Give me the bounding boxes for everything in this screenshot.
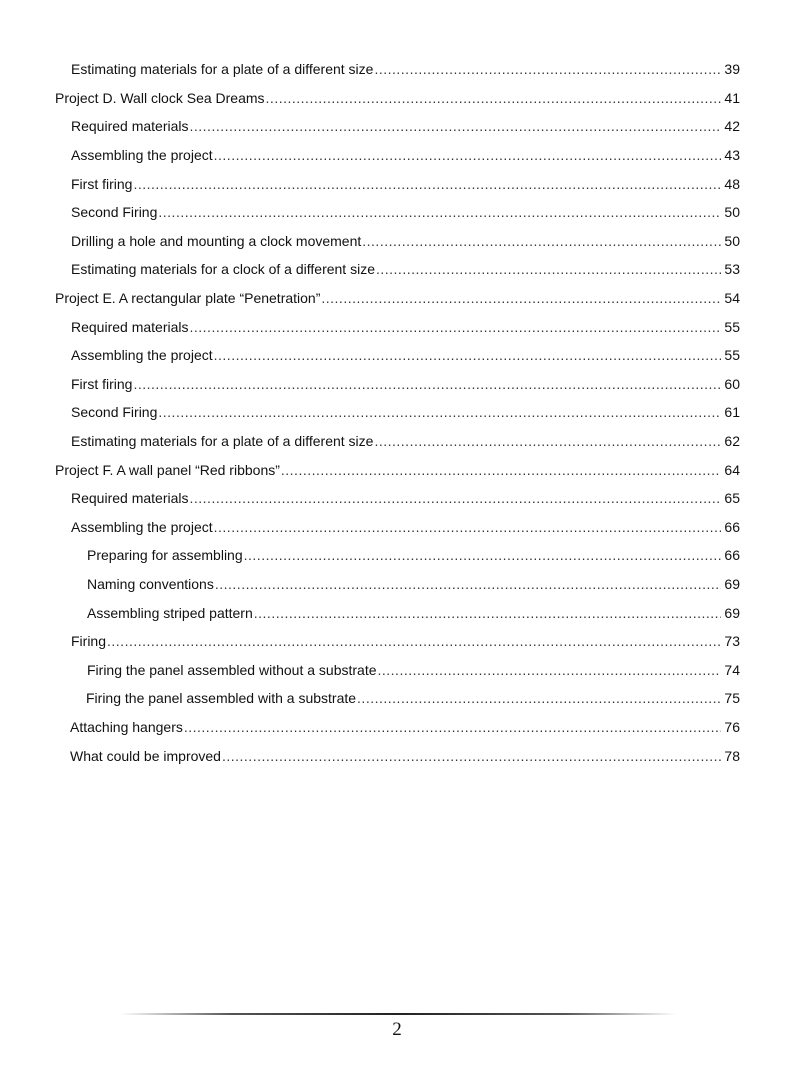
table-of-contents [0,55,794,770]
toc-entry-page: 61 [724,404,740,421]
toc-entry[interactable] [0,684,794,713]
toc-entry-title: Estimating materials for a clock of a different size [71,261,375,278]
toc-dot-leader [376,260,721,278]
toc-entry-title: Firing the panel assembled with a substrate [86,690,357,707]
toc-entry-title: Firing [71,633,107,650]
toc-entry[interactable] [0,284,794,313]
toc-entry-page: 64 [724,461,740,478]
toc-entry-title: Required materials [71,318,189,335]
toc-entry-page: 78 [724,747,740,764]
toc-entry-page: 66 [724,518,740,535]
toc-entry-title: Assembling the project [71,518,213,535]
toc-entry-page: 39 [724,61,740,78]
toc-dot-leader [378,661,722,679]
toc-entry[interactable] [0,398,794,427]
toc-entry-title: Estimating materials for a plate of a different size [71,61,374,78]
toc-entry[interactable] [0,598,794,627]
toc-entry-title: Assembling striped pattern [87,604,253,621]
toc-entry-title: Required materials [71,118,189,135]
toc-entry-page: 41 [724,89,740,106]
toc-dot-leader [281,461,721,479]
toc-entry-title: Attaching hangers [70,718,183,735]
toc-entry-page: 76 [724,718,740,735]
toc-entry-page: 75 [724,690,740,707]
toc-entry[interactable] [0,312,794,341]
toc-entry[interactable] [0,341,794,370]
toc-entry-title: Project E. A rectangular plate “Penetration” [55,290,321,307]
toc-entry-page: 48 [724,175,740,192]
toc-entry[interactable] [0,455,794,484]
toc-dot-leader [133,375,721,393]
toc-entry[interactable] [0,112,794,141]
toc-dot-leader [266,89,721,107]
toc-dot-leader [158,403,721,421]
toc-entry[interactable] [0,741,794,770]
toc-dot-leader [244,546,721,564]
toc-entry-title: What could be improved [70,747,221,764]
toc-entry-title: Project D. Wall clock Sea Dreams [55,89,265,106]
toc-entry[interactable] [0,84,794,113]
toc-entry[interactable] [0,255,794,284]
toc-entry-page: 43 [724,147,740,164]
toc-entry[interactable] [0,370,794,399]
toc-entry-page: 60 [724,375,740,392]
toc-dot-leader [362,232,721,250]
toc-entry-page: 55 [724,318,740,335]
toc-dot-leader [214,146,721,164]
toc-dot-leader [374,60,721,78]
toc-dot-leader [107,632,721,650]
toc-entry-title: Assembling the project [71,147,213,164]
toc-entry-title: Second Firing [71,204,158,221]
toc-dot-leader [374,432,721,450]
toc-dot-leader [190,117,722,135]
toc-entry-page: 74 [724,661,740,678]
toc-dot-leader [215,575,721,593]
toc-entry-title: Preparing for assembling [87,547,243,564]
toc-dot-leader [184,718,721,736]
toc-entry-page: 66 [724,547,740,564]
toc-dot-leader [214,518,721,536]
toc-entry[interactable] [0,570,794,599]
toc-entry-title: Second Firing [71,404,158,421]
toc-dot-leader [190,318,722,336]
toc-entry-page: 50 [724,232,740,249]
footer-divider [120,1013,676,1015]
toc-entry[interactable] [0,427,794,456]
toc-entry-title: Naming conventions [87,575,214,592]
toc-entry-page: 73 [724,633,740,650]
toc-entry-title: Estimating materials for a plate of a different size [71,433,374,450]
toc-entry-page: 65 [724,490,740,507]
toc-entry[interactable] [0,627,794,656]
toc-entry[interactable] [0,198,794,227]
toc-entry-title: First firing [71,375,133,392]
toc-entry[interactable] [0,713,794,742]
toc-dot-leader [254,604,721,622]
toc-entry-page: 54 [724,290,740,307]
toc-dot-leader [158,203,721,221]
toc-entry-title: Drilling a hole and mounting a clock movement [71,232,362,249]
toc-entry[interactable] [0,513,794,542]
toc-entry-page: 69 [724,575,740,592]
toc-entry-page: 55 [724,347,740,364]
toc-entry[interactable] [0,55,794,84]
toc-entry[interactable] [0,655,794,684]
toc-dot-leader [133,175,721,193]
toc-entry[interactable] [0,541,794,570]
toc-dot-leader [357,689,721,707]
toc-entry[interactable] [0,484,794,513]
toc-entry-page: 50 [724,204,740,221]
toc-entry-page: 53 [724,261,740,278]
page-number: 2 [392,1019,402,1040]
toc-entry-title: Required materials [71,490,189,507]
toc-dot-leader [214,346,721,364]
toc-dot-leader [222,747,721,765]
toc-entry[interactable] [0,169,794,198]
toc-entry-page: 42 [724,118,740,135]
toc-entry-title: Firing the panel assembled without a substrate [87,661,377,678]
toc-entry-title: Project F. A wall panel “Red ribbons” [55,461,280,478]
toc-entry-page: 69 [724,604,740,621]
toc-dot-leader [190,489,722,507]
toc-entry-title: First firing [71,175,133,192]
toc-entry-title: Assembling the project [71,347,213,364]
toc-entry[interactable] [0,227,794,256]
toc-dot-leader [321,289,721,307]
toc-entry[interactable] [0,141,794,170]
toc-entry-page: 62 [724,433,740,450]
